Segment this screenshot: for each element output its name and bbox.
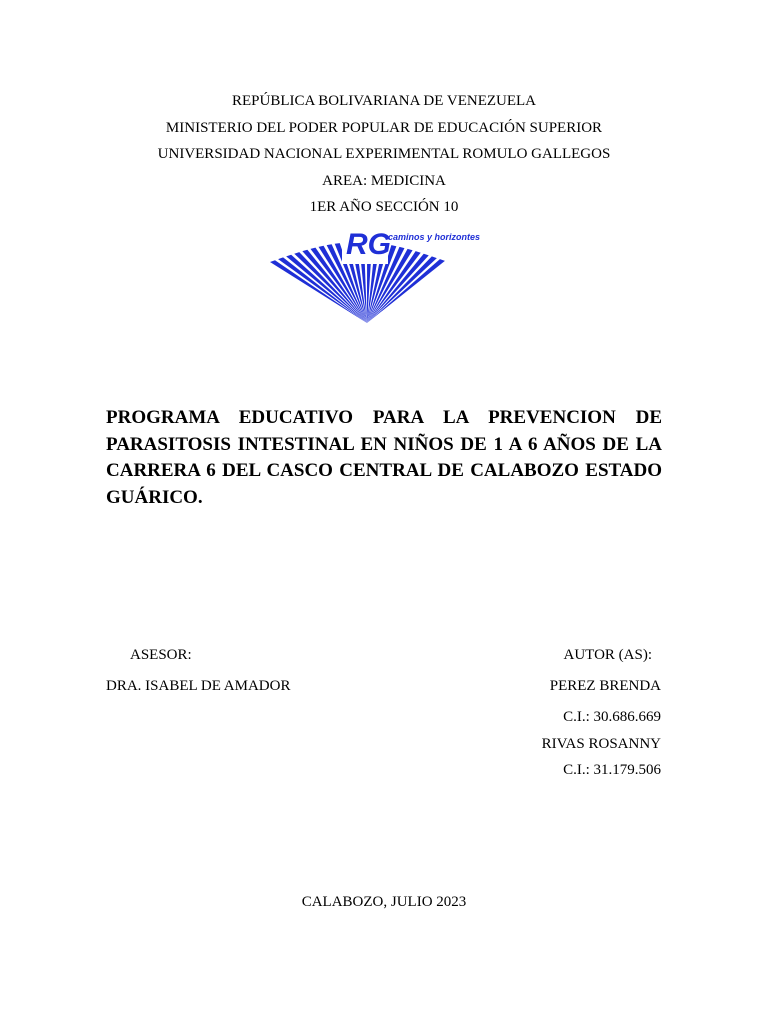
header-ministry: MINISTERIO DEL PODER POPULAR DE EDUCACIÓN SUPERIOR — [165, 120, 603, 136]
author-1-name: PEREZ BRENDA — [549, 678, 661, 694]
header-section: 1ER AÑO SECCIÓN 10 — [309, 199, 459, 215]
author-1-ci: C.I.: 30.686.669 — [563, 709, 661, 725]
header-university: UNIVERSIDAD NACIONAL EXPERIMENTAL ROMULO GALLEGOS — [157, 146, 611, 162]
advisor-name: DRA. ISABEL DE AMADOR — [106, 678, 291, 694]
university-logo — [256, 222, 484, 326]
author-2-name: RIVAS ROSANNY — [541, 736, 661, 752]
logo-tagline: caminos y horizontes — [388, 232, 481, 242]
header-republic: REPÚBLICA BOLIVARIANA DE VENEZUELA — [231, 93, 537, 109]
header-area: AREA: MEDICINA — [322, 173, 446, 189]
place-date: CALABOZO, JULIO 2023 — [301, 894, 467, 910]
authors-label: AUTOR (AS): — [563, 647, 652, 663]
logo-monogram: RG — [346, 228, 391, 261]
advisor-label: ASESOR: — [130, 647, 192, 663]
author-2-ci: C.I.: 31.179.506 — [563, 762, 661, 778]
document-title: PROGRAMA EDUCATIVO PARA LA PREVENCION DE PARASITOSIS INTESTINAL EN NIÑOS DE 1 A 6 AÑOS DE LA CARRERA 6 DEL CASCO CENTRAL DE CALABOZO ESTADO GUÁRICO. — [106, 407, 662, 508]
